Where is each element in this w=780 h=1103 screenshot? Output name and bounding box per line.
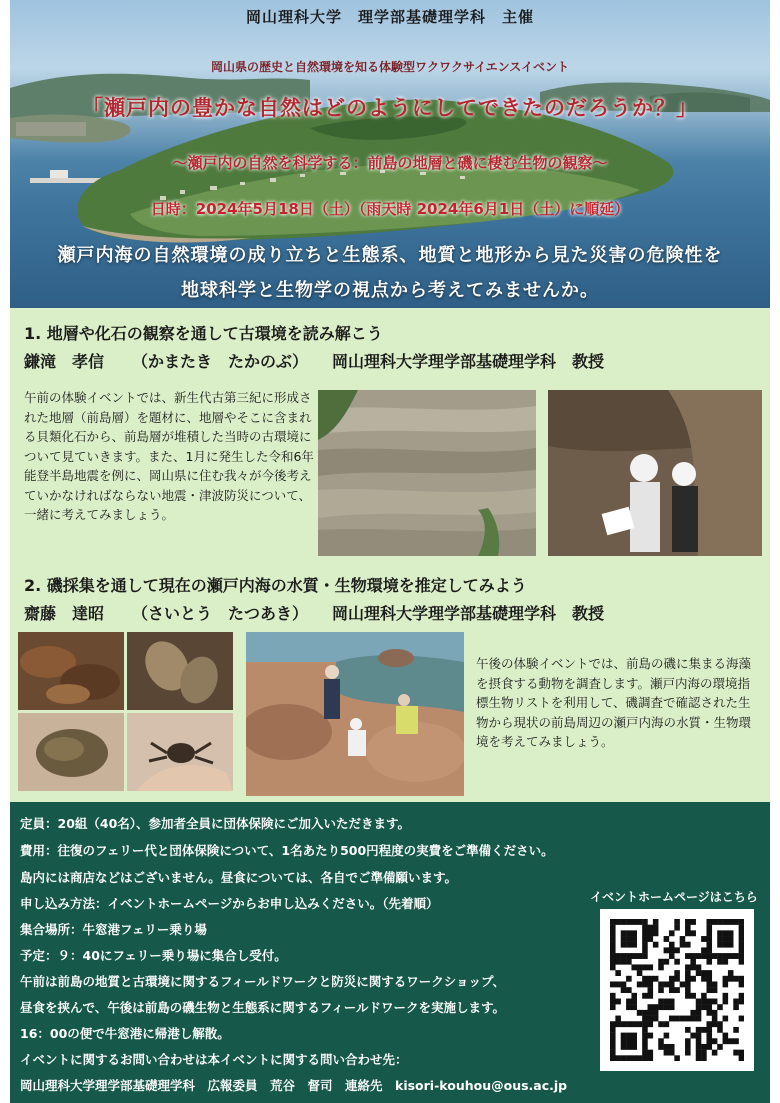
qr-label: イベントホームページはこちら (590, 890, 758, 904)
info-lunch: 島内には商店などはございません。昼食については、各自でご準備願います。 (20, 870, 458, 885)
hero-banner (10, 0, 770, 308)
section1-body: 午前の体験イベントでは、新生代古第三紀に形成された地層（前島層）を題材に、地層やそこに含まれる貝類化石から、前島層が堆積した当時の古環境について見ていきます。また、1月に発生した令和6年能登半島地震を例に、岡山県に住む我々が今後考えていかなければならない地震・津波防災について、一緒に考えてみましょう。 (24, 390, 314, 522)
seaweed-photo (18, 632, 124, 710)
info-application: 申し込み方法：イベントホームページからお申し込みください。（先着順） (20, 896, 439, 911)
chiton-photo (127, 632, 233, 710)
section2-heading: 2. 磯採集を通して現在の瀬戸内海の水質・生物環境を推定してみよう (24, 576, 527, 595)
lead-line-1: 瀬戸内海の自然環境の成り立ちと生態系、地質と地形から見た災害の危険性を (57, 245, 723, 266)
info-schedule: 予定：９：40にフェリー乗り場に集合し受付。 (20, 948, 287, 963)
organizer: 岡山理科大学 理学部基礎理学科 主催 (245, 8, 534, 26)
strata-cliff-photo (318, 390, 536, 556)
sea-hare-photo (18, 713, 124, 791)
info-contact: 岡山理科大学理学部基礎理学科 広報委員 荒谷 督司 連絡先 kisori-kouhou@ous.ac.jp (20, 1078, 568, 1093)
event-subtitle: ～瀬戸内の自然を科学する：前島の地層と磯に棲む生物の観察～ (172, 154, 608, 172)
info-capacity: 定員：20組（40名）、参加者全員に団体保険にご加入いただきます。 (20, 816, 411, 831)
section1-lecturer-name: 鎌滝 孝信 (24, 352, 105, 371)
section2-lecturer-reading: （さいとう たつあき） (132, 604, 309, 623)
info-schedule-afternoon: 昼食を挟んで、午後は前島の磯生物と生態系に関するフィールドワークを実施します。 (20, 1000, 506, 1015)
section2-lecturer (24, 601, 604, 624)
section2-body: 午後の体験イベントでは、前島の磯に集まる海藻を摂食する動物を調査します。瀬戸内海の環境指標生物リストを利用して、磯調査で確認された生物から現状の前島周辺の瀬戸内海の水質・生物環境を考えてみましょう。 (476, 656, 752, 749)
program-section (10, 308, 770, 802)
section1-lecturer-reading: （かまたき たかのぶ） (132, 352, 309, 371)
field-survey-photo (548, 390, 762, 556)
info-footer (10, 802, 770, 1103)
crab-photo (127, 713, 233, 791)
info-schedule-morning: 午前は前島の地質と古環境に関するフィールドワークと防災に関するワークショップ、 (20, 974, 506, 989)
event-title: 「瀬戸内の豊かな自然はどのようにしてできたのだろうか？」 (82, 96, 698, 120)
section2-lecturer-affiliation: 岡山理科大学理学部基礎理学科 教授 (332, 604, 605, 623)
info-cost: 費用：往復のフェリー代と団体保険について、1名あたり500円程度の実費をご準備ください。 (20, 843, 554, 858)
section2-lecturer-name: 齋藤 達昭 (24, 604, 105, 623)
qr-code-icon (610, 919, 744, 1061)
info-meeting-place: 集合場所：牛窓港フェリー乗り場 (20, 922, 207, 937)
info-contact-label: イベントに関するお問い合わせは本イベントに関する問い合わせ先： (20, 1052, 408, 1067)
event-homepage-qr-code[interactable] (600, 909, 754, 1071)
info-return: 16：00の便で牛窓港に帰港し解散。 (20, 1026, 230, 1041)
lead-line-2: 地球科学と生物学の視点から考えてみませんか。 (181, 280, 599, 301)
event-type: 岡山県の歴史と自然環境を知る体験型ワクワクサイエンスイベント (210, 60, 570, 74)
event-date: 日時：2024年5月18日（土）（雨天時 2024年6月1日（土）に順延） (150, 200, 630, 218)
section1-heading: 1. 地層や化石の観察を通して古環境を読み解こう (24, 324, 383, 343)
section1-lecturer (24, 349, 604, 372)
rocky-shore-survey-photo (246, 632, 464, 796)
section1-lecturer-affiliation: 岡山理科大学理学部基礎理学科 教授 (332, 352, 605, 371)
